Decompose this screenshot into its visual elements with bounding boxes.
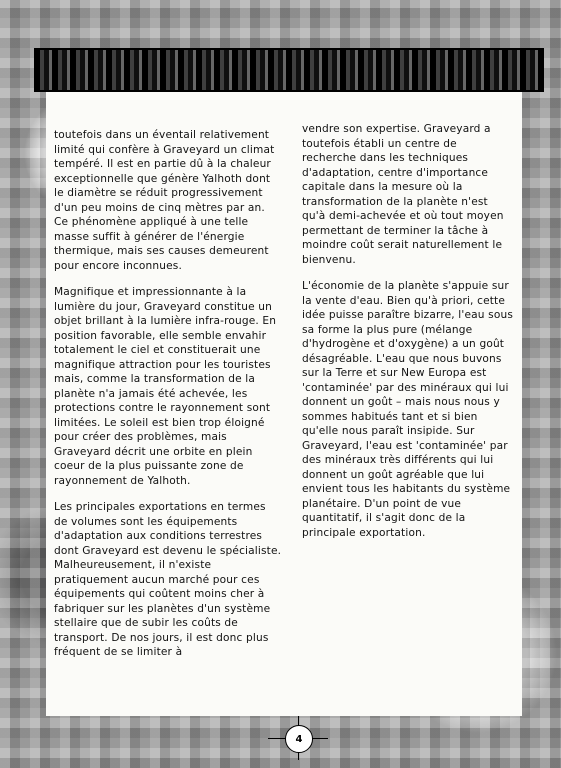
page-number-crosshair (268, 716, 328, 760)
decorative-header-band (34, 48, 544, 92)
paragraph: toutefois dans un éventail relativement limité qui confère à Graveyard un climat tempéré. Il est en partie dû à la chaleur exceptionnelle que génère Yalhoth dont le diamètre se réduit progressivement d'un peu moins de cinq mètres par an. Ce phénomène appliqué à une telle masse suffit à générer de l'énergie thermique, mais ses causes demeurent pour encore inconnues. (54, 129, 275, 272)
right-column (302, 122, 514, 552)
paragraph: L'économie de la planète s'appuie sur la vente d'eau. Bien qu'à priori, cette idée puisse paraître bizarre, l'eau sous sa forme la plus pure (mélange d'hydrogène et d'oxygène) a un goût désagréable. L'eau que nous buvons sur la Terre et sur New Europa est 'contaminée' par des minéraux qui lui donnent un goût – mais nous nous y sommes habitués tant et si bien qu'elle nous paraît insipide. Sur Graveyard, l'eau est 'contaminée' par des minéraux très différents qui lui donnent un goût agréable que lui envient tous les habitants du système planétaire. D'un point de vue quantitatif, il s'agit donc de la principale exportation. (302, 280, 513, 539)
paragraph: vendre son expertise. Graveyard a toutefois établi un centre de recherche dans les techniques d'adaptation, centre d'importance capitale dans la mesure où la transformation de la planète n'est qu'à demi-achevée et où tout moyen permettant de terminer la tâche à moindre coût serait naturellement le bienvenu. (302, 123, 504, 266)
page-number: 4 (285, 725, 313, 753)
left-column (54, 128, 282, 672)
paragraph: Magnifique et impressionnante à la lumière du jour, Graveyard constitue un objet brillant à la lumière infra-rouge. En position favorable, elle semble envahir totalement le ciel et constituerait une magnifique attraction pour les touristes mais, comme la transformation de la planète n'a jamais été achevée, les protections contre le rayonnement sont limitées. Le soleil est bien trop éloigné pour créer des problèmes, mais Graveyard décrit une orbite en plein coeur de la plus puissante zone de rayonnement de Yalhoth. (54, 286, 277, 487)
paragraph: Les principales exportations en termes de volumes sont les équipements d'adaptation aux conditions terrestres dont Graveyard est devenu le spécialiste. Malheureusement, il n'existe pratiquement aucun marché pour ces équipements qui coûtent moins cher à fabriquer sur les planètes d'un système stellaire que de subir les coûts de transport. De nos jours, il est donc plus fréquent de se limiter à (54, 501, 282, 658)
text-page (46, 92, 522, 716)
